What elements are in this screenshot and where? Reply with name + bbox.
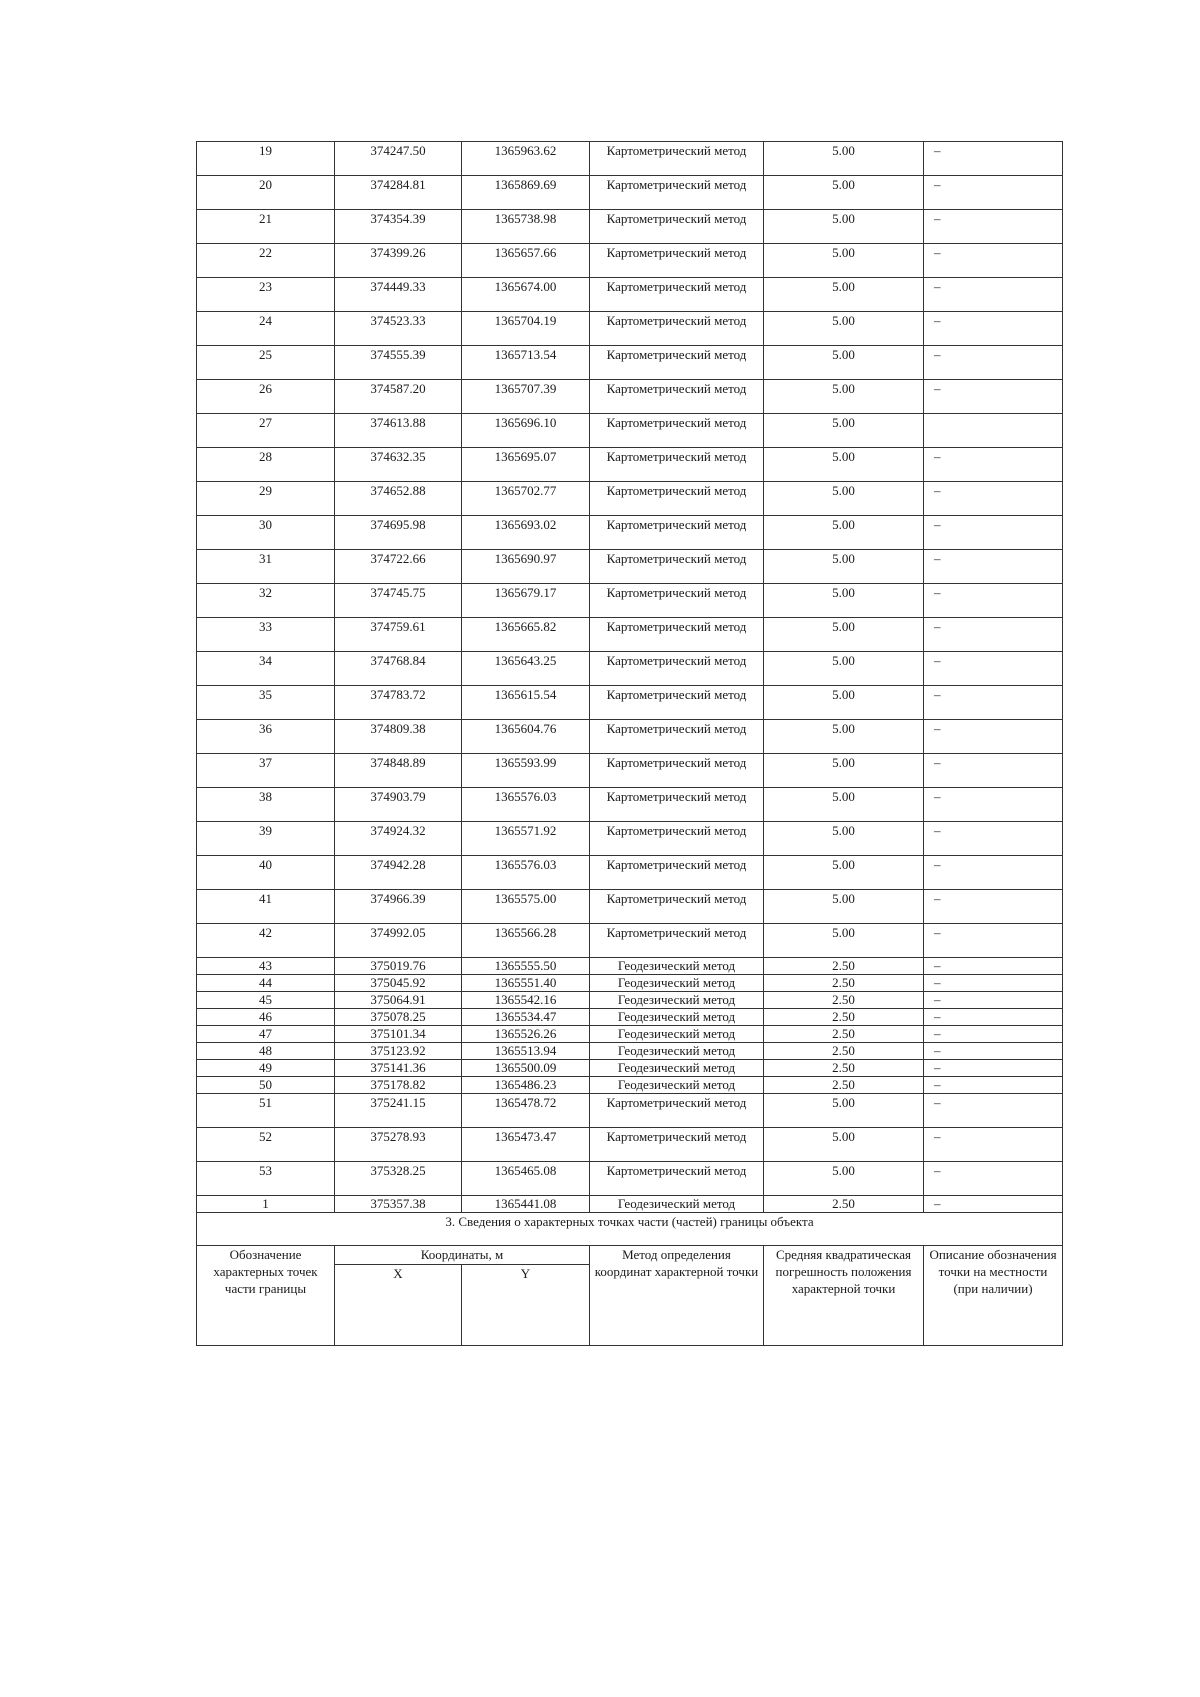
cell-y: 1365615.54 (462, 686, 590, 720)
cell-description: – (924, 992, 1063, 1009)
cell-description: – (924, 1043, 1063, 1060)
cell-error: 2.50 (764, 1060, 924, 1077)
cell-point: 34 (197, 652, 335, 686)
header-method: Метод определения координат характерной точки (590, 1246, 764, 1346)
cell-x: 374783.72 (335, 686, 462, 720)
cell-method: Картометрический метод (590, 1094, 764, 1128)
cell-description: – (924, 1128, 1063, 1162)
table-row (197, 1162, 1063, 1196)
cell-method: Картометрический метод (590, 924, 764, 958)
cell-method: Картометрический метод (590, 346, 764, 380)
cell-point: 49 (197, 1060, 335, 1077)
cell-method: Картометрический метод (590, 822, 764, 856)
cell-point: 1 (197, 1196, 335, 1213)
cell-x: 374284.81 (335, 176, 462, 210)
cell-description: – (924, 312, 1063, 346)
cell-description: – (924, 346, 1063, 380)
cell-method: Геодезический метод (590, 1009, 764, 1026)
cell-error: 5.00 (764, 414, 924, 448)
cell-x: 374449.33 (335, 278, 462, 312)
table-row (197, 346, 1063, 380)
cell-error: 5.00 (764, 516, 924, 550)
header-x: X (335, 1265, 462, 1346)
cell-point: 25 (197, 346, 335, 380)
cell-point: 22 (197, 244, 335, 278)
cell-point: 32 (197, 584, 335, 618)
cell-y: 1365486.23 (462, 1077, 590, 1094)
cell-x: 374652.88 (335, 482, 462, 516)
cell-method: Картометрический метод (590, 142, 764, 176)
cell-error: 2.50 (764, 992, 924, 1009)
cell-point: 42 (197, 924, 335, 958)
cell-point: 37 (197, 754, 335, 788)
table-row (197, 856, 1063, 890)
cell-method: Картометрический метод (590, 312, 764, 346)
cell-error: 5.00 (764, 618, 924, 652)
cell-description: – (924, 244, 1063, 278)
cell-y: 1365665.82 (462, 618, 590, 652)
cell-description: – (924, 652, 1063, 686)
table-row (197, 788, 1063, 822)
cell-x: 374632.35 (335, 448, 462, 482)
cell-x: 374992.05 (335, 924, 462, 958)
cell-point: 40 (197, 856, 335, 890)
cell-point: 52 (197, 1128, 335, 1162)
cell-y: 1365441.08 (462, 1196, 590, 1213)
cell-point: 30 (197, 516, 335, 550)
cell-x: 374695.98 (335, 516, 462, 550)
header-error: Средняя квадратическая погрешность положения характерной точки (764, 1246, 924, 1346)
cell-description: – (924, 822, 1063, 856)
table-row (197, 278, 1063, 312)
cell-error: 5.00 (764, 584, 924, 618)
cell-method: Картометрический метод (590, 278, 764, 312)
cell-y: 1365604.76 (462, 720, 590, 754)
cell-point: 46 (197, 1009, 335, 1026)
cell-y: 1365738.98 (462, 210, 590, 244)
cell-error: 5.00 (764, 312, 924, 346)
table-row (197, 176, 1063, 210)
cell-description: – (924, 448, 1063, 482)
cell-description: – (924, 958, 1063, 975)
cell-point: 45 (197, 992, 335, 1009)
cell-point: 28 (197, 448, 335, 482)
cell-y: 1365571.92 (462, 822, 590, 856)
cell-y: 1365690.97 (462, 550, 590, 584)
cell-y: 1365704.19 (462, 312, 590, 346)
cell-description: – (924, 720, 1063, 754)
cell-point: 48 (197, 1043, 335, 1060)
cell-point: 36 (197, 720, 335, 754)
cell-x: 374613.88 (335, 414, 462, 448)
cell-description: – (924, 1094, 1063, 1128)
cell-description (924, 414, 1063, 448)
table-row (197, 210, 1063, 244)
cell-x: 374768.84 (335, 652, 462, 686)
cell-method: Геодезический метод (590, 992, 764, 1009)
table-row (197, 516, 1063, 550)
table-row (197, 142, 1063, 176)
cell-point: 50 (197, 1077, 335, 1094)
cell-x: 374247.50 (335, 142, 462, 176)
section-3-header (197, 1213, 1063, 1346)
table-row (197, 1026, 1063, 1043)
cell-method: Картометрический метод (590, 720, 764, 754)
cell-method: Картометрический метод (590, 686, 764, 720)
cell-x: 375241.15 (335, 1094, 462, 1128)
cell-description: – (924, 210, 1063, 244)
cell-y: 1365643.25 (462, 652, 590, 686)
cell-y: 1365713.54 (462, 346, 590, 380)
cell-method: Картометрический метод (590, 652, 764, 686)
cell-y: 1365674.00 (462, 278, 590, 312)
cell-method: Картометрический метод (590, 414, 764, 448)
cell-method: Картометрический метод (590, 210, 764, 244)
cell-y: 1365500.09 (462, 1060, 590, 1077)
cell-x: 375123.92 (335, 1043, 462, 1060)
cell-method: Геодезический метод (590, 1043, 764, 1060)
cell-point: 23 (197, 278, 335, 312)
cell-y: 1365542.16 (462, 992, 590, 1009)
cell-error: 5.00 (764, 550, 924, 584)
cell-point: 21 (197, 210, 335, 244)
table-row (197, 958, 1063, 975)
header-coordinates: Координаты, м (335, 1246, 590, 1265)
cell-error: 5.00 (764, 1128, 924, 1162)
cell-y: 1365555.50 (462, 958, 590, 975)
cell-method: Картометрический метод (590, 1128, 764, 1162)
cell-point: 31 (197, 550, 335, 584)
cell-method: Картометрический метод (590, 550, 764, 584)
table-row (197, 1043, 1063, 1060)
table-row (197, 754, 1063, 788)
table-row (197, 448, 1063, 482)
cell-method: Картометрический метод (590, 380, 764, 414)
cell-error: 5.00 (764, 278, 924, 312)
cell-method: Картометрический метод (590, 516, 764, 550)
cell-x: 374523.33 (335, 312, 462, 346)
cell-description: – (924, 278, 1063, 312)
cell-error: 2.50 (764, 1077, 924, 1094)
cell-method: Картометрический метод (590, 176, 764, 210)
cell-method: Геодезический метод (590, 1026, 764, 1043)
cell-x: 375357.38 (335, 1196, 462, 1213)
cell-method: Геодезический метод (590, 1060, 764, 1077)
cell-method: Картометрический метод (590, 856, 764, 890)
cell-point: 53 (197, 1162, 335, 1196)
cell-method: Геодезический метод (590, 958, 764, 975)
cell-description: – (924, 754, 1063, 788)
cell-error: 5.00 (764, 822, 924, 856)
cell-method: Картометрический метод (590, 890, 764, 924)
cell-y: 1365551.40 (462, 975, 590, 992)
table-row (197, 550, 1063, 584)
cell-error: 2.50 (764, 975, 924, 992)
cell-description: – (924, 142, 1063, 176)
cell-y: 1365679.17 (462, 584, 590, 618)
cell-x: 374587.20 (335, 380, 462, 414)
cell-error: 2.50 (764, 1009, 924, 1026)
table-row (197, 1060, 1063, 1077)
header-description: Описание обозначения точки на местности (при наличии) (924, 1246, 1063, 1346)
cell-description: – (924, 1009, 1063, 1026)
cell-x: 374399.26 (335, 244, 462, 278)
cell-method: Картометрический метод (590, 788, 764, 822)
cell-x: 374809.38 (335, 720, 462, 754)
cell-error: 5.00 (764, 890, 924, 924)
cell-x: 374903.79 (335, 788, 462, 822)
cell-error: 5.00 (764, 244, 924, 278)
cell-y: 1365696.10 (462, 414, 590, 448)
cell-error: 5.00 (764, 1162, 924, 1196)
table-row (197, 414, 1063, 448)
table-row (197, 822, 1063, 856)
cell-method: Картометрический метод (590, 448, 764, 482)
cell-method: Картометрический метод (590, 584, 764, 618)
cell-description: – (924, 1162, 1063, 1196)
cell-x: 375019.76 (335, 958, 462, 975)
cell-y: 1365693.02 (462, 516, 590, 550)
table-row (197, 380, 1063, 414)
cell-method: Картометрический метод (590, 244, 764, 278)
cell-point: 44 (197, 975, 335, 992)
cell-error: 5.00 (764, 1094, 924, 1128)
cell-x: 375178.82 (335, 1077, 462, 1094)
cell-error: 2.50 (764, 958, 924, 975)
cell-y: 1365657.66 (462, 244, 590, 278)
table-row (197, 924, 1063, 958)
cell-point: 35 (197, 686, 335, 720)
cell-description: – (924, 890, 1063, 924)
cell-point: 24 (197, 312, 335, 346)
cell-y: 1365478.72 (462, 1094, 590, 1128)
cell-error: 5.00 (764, 210, 924, 244)
cell-point: 39 (197, 822, 335, 856)
cell-method: Геодезический метод (590, 1196, 764, 1213)
table-row (197, 584, 1063, 618)
cell-y: 1365576.03 (462, 788, 590, 822)
header-point: Обозначение характерных точек части границы (197, 1246, 335, 1346)
cell-x: 375101.34 (335, 1026, 462, 1043)
cell-description: – (924, 686, 1063, 720)
cell-point: 33 (197, 618, 335, 652)
cell-x: 375064.91 (335, 992, 462, 1009)
table-row (197, 1128, 1063, 1162)
cell-error: 5.00 (764, 788, 924, 822)
table-row (197, 992, 1063, 1009)
cell-error: 5.00 (764, 380, 924, 414)
cell-description: – (924, 1026, 1063, 1043)
cell-point: 43 (197, 958, 335, 975)
cell-error: 2.50 (764, 1196, 924, 1213)
section-3-title: 3. Сведения о характерных точках части (частей) границы объекта (197, 1213, 1063, 1246)
cell-description: – (924, 584, 1063, 618)
table-row (197, 1196, 1063, 1213)
cell-x: 374354.39 (335, 210, 462, 244)
cell-error: 5.00 (764, 924, 924, 958)
cell-x: 374942.28 (335, 856, 462, 890)
table-row (197, 1094, 1063, 1128)
cell-description: – (924, 975, 1063, 992)
cell-point: 47 (197, 1026, 335, 1043)
cell-y: 1365963.62 (462, 142, 590, 176)
cell-y: 1365513.94 (462, 1043, 590, 1060)
cell-description: – (924, 1077, 1063, 1094)
cell-method: Картометрический метод (590, 618, 764, 652)
cell-point: 20 (197, 176, 335, 210)
cell-y: 1365566.28 (462, 924, 590, 958)
cell-x: 374924.32 (335, 822, 462, 856)
cell-method: Картометрический метод (590, 482, 764, 516)
cell-point: 19 (197, 142, 335, 176)
table-row (197, 890, 1063, 924)
cell-point: 41 (197, 890, 335, 924)
cell-method: Геодезический метод (590, 1077, 764, 1094)
table-row (197, 618, 1063, 652)
header-y: Y (462, 1265, 590, 1346)
table-row (197, 720, 1063, 754)
cell-x: 374848.89 (335, 754, 462, 788)
cell-y: 1365869.69 (462, 176, 590, 210)
cell-point: 26 (197, 380, 335, 414)
cell-y: 1365576.03 (462, 856, 590, 890)
cell-description: – (924, 1196, 1063, 1213)
cell-error: 5.00 (764, 652, 924, 686)
cell-y: 1365707.39 (462, 380, 590, 414)
table-row (197, 1077, 1063, 1094)
cell-error: 5.00 (764, 856, 924, 890)
table-row (197, 244, 1063, 278)
cell-x: 375141.36 (335, 1060, 462, 1077)
cell-error: 5.00 (764, 346, 924, 380)
cell-description: – (924, 380, 1063, 414)
cell-y: 1365593.99 (462, 754, 590, 788)
table-row (197, 975, 1063, 992)
cell-description: – (924, 550, 1063, 584)
cell-error: 5.00 (764, 686, 924, 720)
cell-x: 375045.92 (335, 975, 462, 992)
table-row (197, 482, 1063, 516)
cell-description: – (924, 516, 1063, 550)
cell-point: 38 (197, 788, 335, 822)
cell-error: 5.00 (764, 142, 924, 176)
table-row (197, 312, 1063, 346)
cell-error: 5.00 (764, 482, 924, 516)
cell-description: – (924, 856, 1063, 890)
table-row (197, 1009, 1063, 1026)
cell-y: 1365695.07 (462, 448, 590, 482)
table-body (197, 142, 1063, 1213)
cell-x: 375078.25 (335, 1009, 462, 1026)
cell-error: 5.00 (764, 754, 924, 788)
cell-x: 374759.61 (335, 618, 462, 652)
cell-error: 5.00 (764, 448, 924, 482)
cell-error: 2.50 (764, 1026, 924, 1043)
cell-method: Картометрический метод (590, 754, 764, 788)
cell-y: 1365526.26 (462, 1026, 590, 1043)
cell-x: 374745.75 (335, 584, 462, 618)
cell-y: 1365534.47 (462, 1009, 590, 1026)
cell-x: 375328.25 (335, 1162, 462, 1196)
cell-y: 1365702.77 (462, 482, 590, 516)
cell-error: 2.50 (764, 1043, 924, 1060)
cell-x: 374966.39 (335, 890, 462, 924)
cell-error: 5.00 (764, 720, 924, 754)
boundary-points-table (196, 141, 1063, 1346)
table-row (197, 686, 1063, 720)
cell-description: – (924, 618, 1063, 652)
cell-x: 374555.39 (335, 346, 462, 380)
cell-method: Картометрический метод (590, 1162, 764, 1196)
table-row (197, 652, 1063, 686)
cell-point: 51 (197, 1094, 335, 1128)
cell-description: – (924, 788, 1063, 822)
cell-description: – (924, 1060, 1063, 1077)
cell-point: 29 (197, 482, 335, 516)
cell-x: 375278.93 (335, 1128, 462, 1162)
cell-description: – (924, 924, 1063, 958)
cell-method: Геодезический метод (590, 975, 764, 992)
cell-description: – (924, 176, 1063, 210)
cell-error: 5.00 (764, 176, 924, 210)
cell-y: 1365473.47 (462, 1128, 590, 1162)
cell-description: – (924, 482, 1063, 516)
cell-y: 1365575.00 (462, 890, 590, 924)
cell-x: 374722.66 (335, 550, 462, 584)
cell-point: 27 (197, 414, 335, 448)
cell-y: 1365465.08 (462, 1162, 590, 1196)
